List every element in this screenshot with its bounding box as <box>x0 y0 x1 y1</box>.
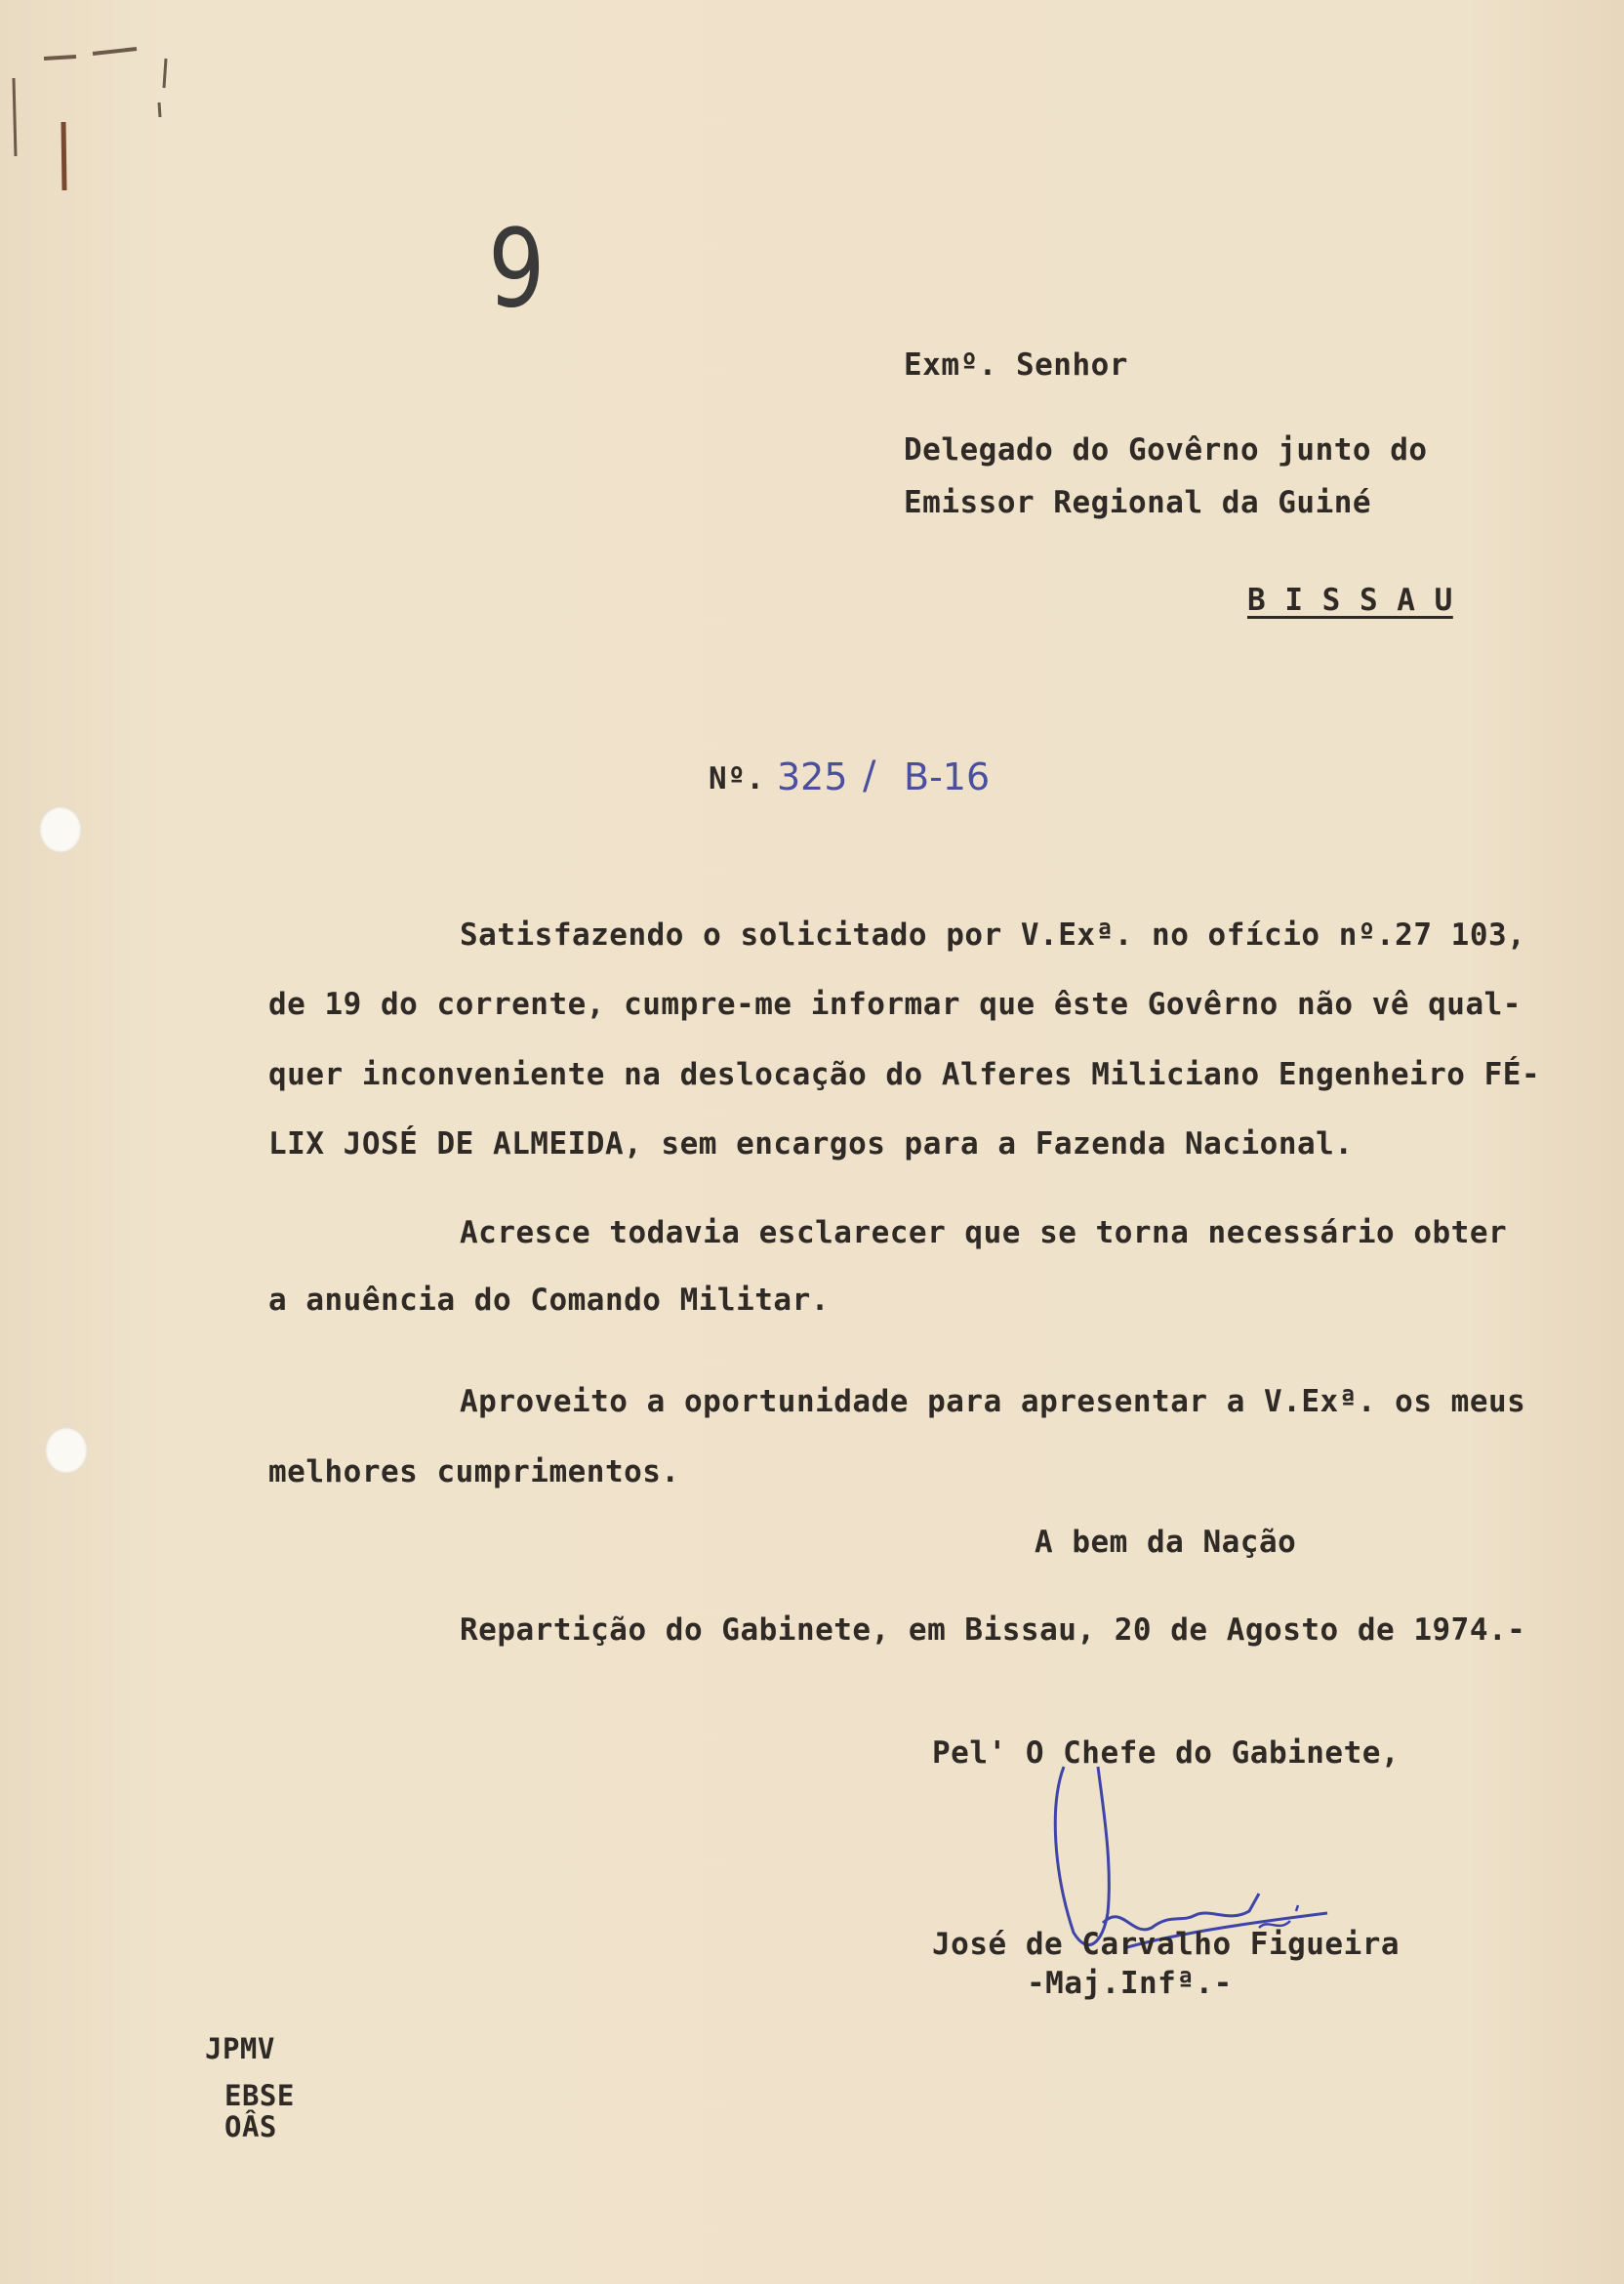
body-p1-line1: Satisfazendo o solicitado por V.Exª. no ofício nº.27 103, <box>460 918 1526 953</box>
initials-line-3: OÂS <box>224 2110 277 2143</box>
reference-code: B-16 <box>904 755 991 798</box>
body-p1-line4: LIX JOSÉ DE ALMEIDA, sem encargos para a Fazenda Nacional. <box>268 1126 1354 1162</box>
body-p1-line2: de 19 do corrente, cumpre-me informar que êste Govêrno não vê qual- <box>268 987 1522 1022</box>
initials-line-2: EBSE <box>224 2079 295 2112</box>
body-p2-line2: a anuência do Comando Militar. <box>268 1283 830 1318</box>
signatory-rank: -Maj.Infª.- <box>1027 1966 1233 2001</box>
body-p3-line1: Aproveito a oportunidade para apresentar a V.Exª. os meus <box>460 1384 1526 1419</box>
on-behalf-line: Pel' O Chefe do Gabinete, <box>932 1735 1401 1771</box>
margin-marks <box>0 29 195 205</box>
punch-hole-top <box>39 806 82 853</box>
initials-line-1: JPMV <box>205 2032 275 2065</box>
addressee-city: B I S S A U <box>1247 583 1453 618</box>
signatory-name: José de Carvalho Figueira <box>932 1927 1401 1962</box>
place-and-date: Repartição do Gabinete, em Bissau, 20 de Agosto de 1974.- <box>460 1612 1526 1648</box>
body-p3-line2: melhores cumprimentos. <box>268 1454 680 1489</box>
reference-number: 325 <box>777 755 848 798</box>
salutation: Exmº. Senhor <box>904 347 1128 383</box>
body-p1-line3: quer inconveniente na deslocação do Alferes Miliciano Engenheiro FÉ- <box>268 1057 1541 1092</box>
folio-number: 9 <box>488 206 546 332</box>
addressee-line-1: Delegado do Govêrno junto do <box>904 432 1428 468</box>
closing-motto: A bem da Nação <box>1035 1525 1297 1560</box>
punch-hole-bottom <box>45 1427 88 1474</box>
addressee-line-2: Emissor Regional da Guiné <box>904 485 1372 520</box>
reference-prefix: Nº. <box>709 761 765 796</box>
reference-separator: / <box>863 754 876 798</box>
body-p2-line1: Acresce todavia esclarecer que se torna necessário obter <box>460 1215 1508 1250</box>
